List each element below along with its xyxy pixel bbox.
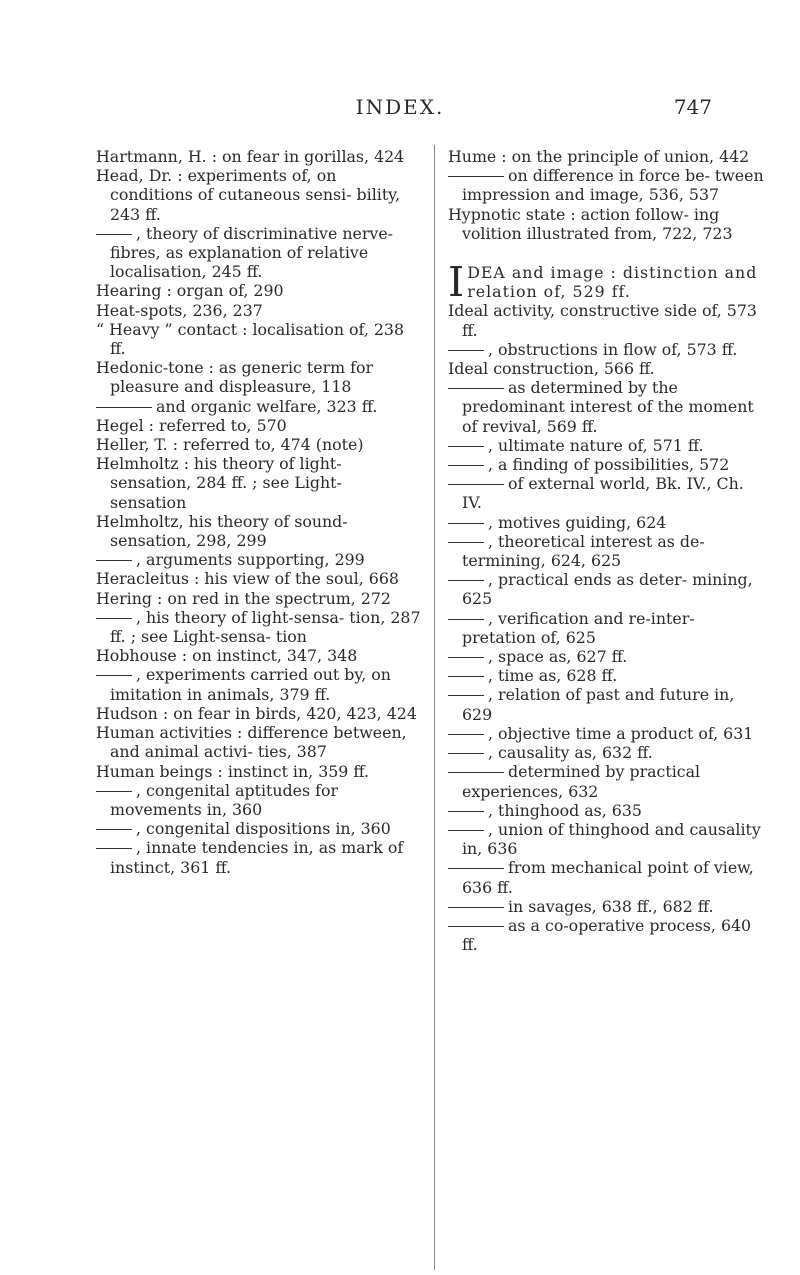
index-entry <box>96 454 421 512</box>
index-entry <box>448 166 766 204</box>
index-entry <box>96 397 421 416</box>
index-entry <box>96 569 421 588</box>
index-entry <box>448 820 766 858</box>
letter-section-gap <box>448 243 766 263</box>
right-index-column <box>448 147 766 954</box>
entry-text: from mechanical point of view, 636 ff. <box>462 858 754 897</box>
index-entry <box>96 723 421 761</box>
index-entry-dropcap <box>448 258 766 307</box>
repeat-dash <box>448 388 504 389</box>
repeat-dash <box>96 848 132 849</box>
repeat-dash <box>96 791 132 792</box>
repeat-dash <box>448 868 504 869</box>
entry-text: , space as, 627 ff. <box>488 647 628 667</box>
entry-text: , arguments supporting, 299 <box>136 550 365 570</box>
entry-text: on difference in force be- tween impression and image, 536, 537 <box>462 166 764 205</box>
repeat-dash <box>448 542 484 543</box>
entry-text: Ideal construction, 566 ff. <box>448 359 655 379</box>
index-entry <box>96 358 421 396</box>
repeat-dash <box>448 523 484 524</box>
entry-text: Heller, T. : referred to, 474 (note) <box>96 435 364 455</box>
entry-text: , time as, 628 ff. <box>488 666 618 686</box>
repeat-dash <box>448 176 504 177</box>
index-entry <box>96 147 421 166</box>
index-entry <box>448 858 766 896</box>
entry-text: in savages, 638 ff., 682 ff. <box>508 896 714 916</box>
entry-text: Hartmann, H. : on fear in gorillas, 424 <box>96 147 405 166</box>
repeat-dash <box>96 675 132 676</box>
entry-text: Hudson : on fear in birds, 420, 423, 424 <box>96 703 417 723</box>
entry-text: Heracleitus : his view of the soul, 668 <box>96 569 399 589</box>
index-entry <box>96 704 421 723</box>
repeat-dash <box>448 350 484 351</box>
repeat-dash <box>448 811 484 812</box>
entry-text: as determined by the predominant interest of the moment of revival, 569 ff. <box>462 378 754 436</box>
page-number: 747 <box>673 95 712 119</box>
entry-text: Helmholtz : his theory of light- sensation, 284 ff. ; see Light- sensation <box>96 454 342 512</box>
entry-text: determined by practical experiences, 632 <box>462 762 701 801</box>
index-entry <box>96 435 421 454</box>
index-entry <box>448 724 766 743</box>
page-header <box>0 95 800 135</box>
index-entry <box>448 743 766 762</box>
running-title: INDEX. <box>355 95 445 119</box>
column-divider <box>434 145 435 1270</box>
repeat-dash <box>96 618 132 619</box>
entry-text: , verification and re-inter- pretation of, 625 <box>462 608 695 647</box>
index-entry <box>448 762 766 800</box>
entry-text: , causality as, 632 ff. <box>488 743 653 763</box>
repeat-dash <box>448 465 484 466</box>
index-entry <box>448 897 766 916</box>
entry-text: Heat-spots, 236, 237 <box>96 300 263 320</box>
repeat-dash <box>448 580 484 581</box>
entry-text: , a finding of possibilities, 572 <box>488 455 730 475</box>
entry-text: , theory of discriminative nerve-fibres, as explanation of relative localisation, 245 ff. <box>110 223 394 282</box>
index-entry <box>96 608 421 646</box>
repeat-dash <box>448 753 484 754</box>
index-entry <box>448 340 766 359</box>
repeat-dash <box>96 407 152 408</box>
repeat-dash <box>448 676 484 677</box>
index-entry <box>448 666 766 685</box>
index-entry <box>96 781 421 819</box>
entry-text: , his theory of light-sensa- tion, 287 ff. ; see Light-sensa- tion <box>110 607 421 647</box>
entry-text: , objective time a product of, 631 <box>488 723 754 743</box>
entry-text: , thinghood as, 635 <box>488 800 642 820</box>
left-index-column <box>96 147 421 877</box>
index-entry <box>96 819 421 838</box>
index-entry <box>448 301 766 339</box>
index-entry <box>96 512 421 550</box>
repeat-dash <box>448 734 484 735</box>
entry-text: Hearing : organ of, 290 <box>96 281 284 301</box>
repeat-dash <box>448 484 504 485</box>
index-entry <box>448 801 766 820</box>
entry-text: , congenital dispositions in, 360 <box>136 819 391 839</box>
entry-text: Head, Dr. : experiments of, on conditions of cutaneous sensi- bility, 243 ff. <box>96 166 401 224</box>
index-entry <box>96 320 421 358</box>
index-entry <box>448 147 766 166</box>
index-entry <box>448 685 766 723</box>
repeat-dash <box>448 657 484 658</box>
index-entry <box>96 762 421 781</box>
index-entry <box>96 281 421 300</box>
index-entry <box>96 550 421 569</box>
repeat-dash <box>448 695 484 696</box>
index-entry <box>448 474 766 512</box>
entry-text: DEA and image : distinction and relation of, 529 ff. <box>467 263 758 302</box>
entry-text: Hobhouse : on instinct, 347, 348 <box>96 646 358 666</box>
entry-text: Hypnotic state : action follow- ing volition illustrated from, 722, 723 <box>448 204 733 243</box>
index-entry <box>448 570 766 608</box>
repeat-dash <box>448 772 504 773</box>
index-entry <box>96 416 421 435</box>
entry-text: Hegel : referred to, 570 <box>96 415 287 435</box>
entry-text: , motives guiding, 624 <box>488 512 667 532</box>
entry-text: Hume : on the principle of union, 442 <box>448 147 750 166</box>
entry-text: , union of thinghood and causality in, 636 <box>462 819 761 859</box>
entry-text: , obstructions in flow of, 573 ff. <box>488 339 738 359</box>
entry-text: Helmholtz, his theory of sound- sensation, 298, 299 <box>96 511 348 551</box>
entry-text: as a co-operative process, 640 ff. <box>462 915 752 955</box>
right-column-i-entries <box>448 301 766 954</box>
index-entry <box>96 838 421 876</box>
entry-text: Ideal activity, constructive side of, 573 ff. <box>448 301 757 340</box>
index-entry <box>96 665 421 703</box>
index-entry <box>448 455 766 474</box>
entry-text: and organic welfare, 323 ff. <box>156 396 378 416</box>
entry-text: Hering : on red in the spectrum, 272 <box>96 588 391 608</box>
index-entry <box>96 589 421 608</box>
index-entry <box>448 436 766 455</box>
index-entry <box>448 378 766 436</box>
entry-text: Human beings : instinct in, 359 ff. <box>96 761 370 781</box>
index-entry <box>96 301 421 320</box>
repeat-dash <box>448 446 484 447</box>
entry-text: , innate tendencies in, as mark of instinct, 361 ff. <box>110 838 404 877</box>
index-entry <box>448 513 766 532</box>
index-entry <box>448 916 766 954</box>
entry-text: , congenital aptitudes for movements in, 360 <box>110 780 339 819</box>
repeat-dash <box>448 926 504 927</box>
repeat-dash <box>96 829 132 830</box>
repeat-dash <box>448 907 504 908</box>
entry-text: of external world, Bk. IV., Ch. IV. <box>462 474 744 513</box>
entry-text: , theoretical interest as de- termining, 624, 625 <box>462 531 705 571</box>
repeat-dash <box>448 619 484 620</box>
repeat-dash <box>448 830 484 831</box>
entry-text: , practical ends as deter- mining, 625 <box>462 570 753 609</box>
entry-text: , experiments carried out by, on imitation in animals, 379 ff. <box>110 665 391 704</box>
index-entry <box>96 224 421 282</box>
entry-text: “ Heavy ” contact : localisation of, 238 ff. <box>96 319 405 359</box>
drop-cap-initial: I <box>448 258 465 307</box>
entry-text: , relation of past and future in, 629 <box>462 685 735 724</box>
entry-text: , ultimate nature of, 571 ff. <box>488 435 704 455</box>
index-entry <box>448 647 766 666</box>
index-entry <box>448 609 766 647</box>
repeat-dash <box>96 560 132 561</box>
entry-text: Human activities : difference between, and animal activi- ties, 387 <box>96 723 407 762</box>
repeat-dash <box>96 234 132 235</box>
entry-text: Hedonic-tone : as generic term for pleasure and displeasure, 118 <box>96 358 374 397</box>
index-entry <box>448 532 766 570</box>
right-column-h-entries <box>448 147 766 243</box>
index-entry <box>448 205 766 243</box>
index-entry <box>96 166 421 224</box>
index-entry <box>96 646 421 665</box>
index-entry <box>448 359 766 378</box>
